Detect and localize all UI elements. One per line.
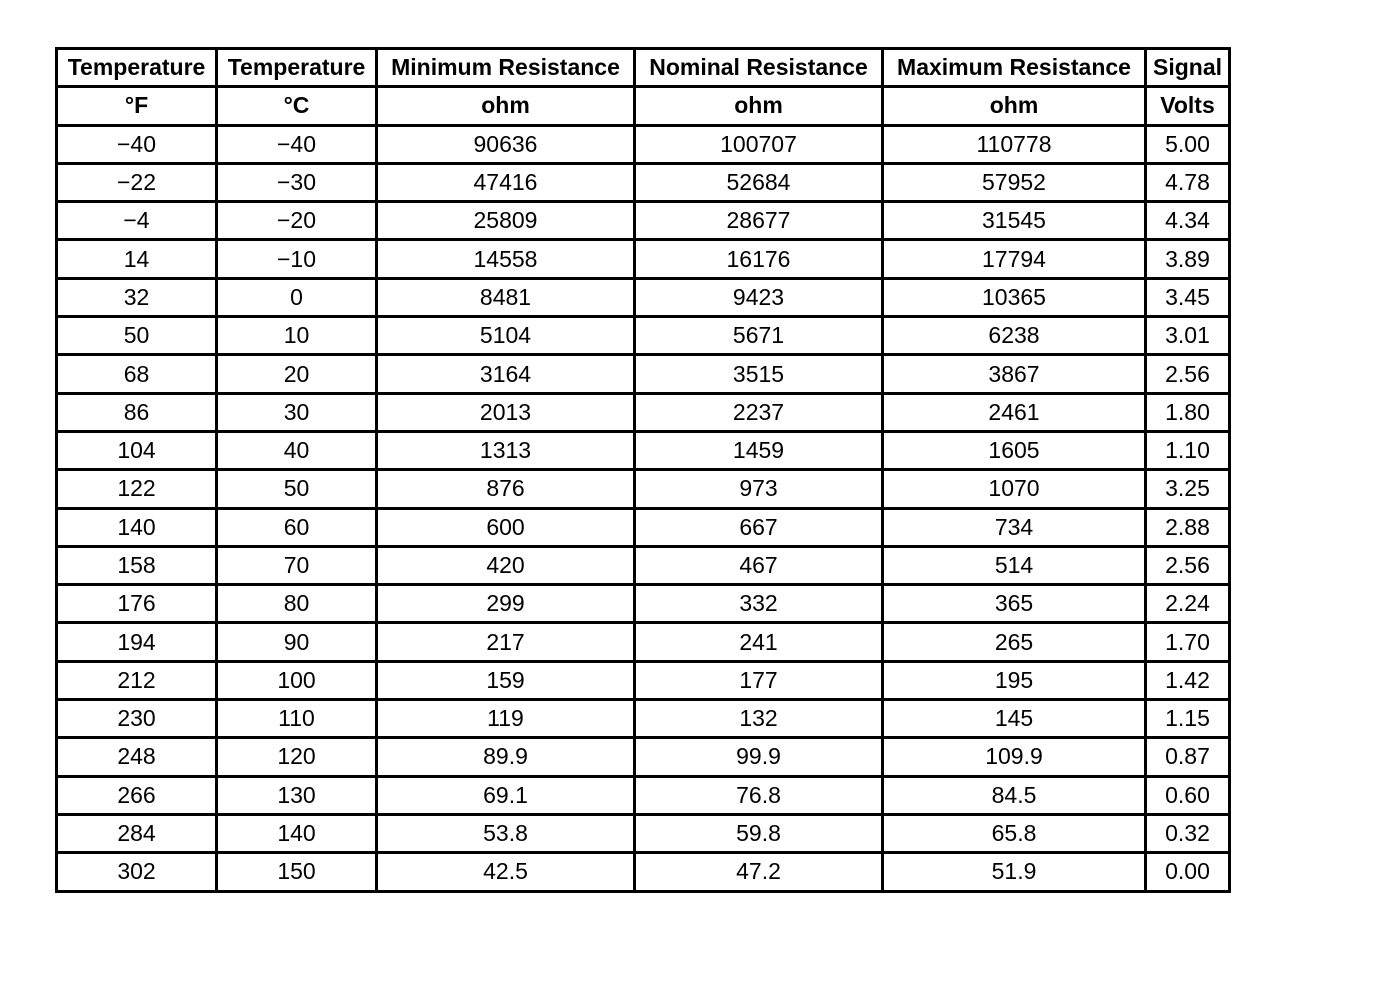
signal-cell: 4.78 (1146, 163, 1230, 201)
temp-f-cell: 86 (57, 393, 217, 431)
min-resistance-cell: 299 (377, 585, 635, 623)
nominal-resistance-cell: 9423 (635, 278, 883, 316)
header-minimum-resistance: Minimum Resistance (377, 49, 635, 87)
min-resistance-cell: 53.8 (377, 814, 635, 852)
table-row (57, 738, 1230, 776)
nominal-resistance-cell: 59.8 (635, 814, 883, 852)
signal-cell: 0.32 (1146, 814, 1230, 852)
min-resistance-cell: 8481 (377, 278, 635, 316)
nominal-resistance-cell: 973 (635, 470, 883, 508)
temp-f-cell: −40 (57, 125, 217, 163)
temp-f-cell: −4 (57, 202, 217, 240)
temp-f-cell: 32 (57, 278, 217, 316)
table-row (57, 700, 1230, 738)
temp-c-cell: −40 (217, 125, 377, 163)
temp-c-cell: −10 (217, 240, 377, 278)
signal-cell: 0.60 (1146, 776, 1230, 814)
nominal-resistance-cell: 332 (635, 585, 883, 623)
max-resistance-cell: 1605 (883, 431, 1146, 469)
table-row (57, 623, 1230, 661)
table-row (57, 853, 1230, 891)
header-nominal-resistance: Nominal Resistance (635, 49, 883, 87)
nominal-resistance-cell: 47.2 (635, 853, 883, 891)
header-temperature-f: Temperature (57, 49, 217, 87)
max-resistance-cell: 145 (883, 700, 1146, 738)
nominal-resistance-cell: 76.8 (635, 776, 883, 814)
temp-c-cell: −20 (217, 202, 377, 240)
table-row (57, 278, 1230, 316)
max-resistance-cell: 514 (883, 546, 1146, 584)
min-resistance-cell: 3164 (377, 355, 635, 393)
min-resistance-cell: 47416 (377, 163, 635, 201)
min-resistance-cell: 217 (377, 623, 635, 661)
signal-cell: 0.87 (1146, 738, 1230, 776)
temp-f-cell: 212 (57, 661, 217, 699)
table-row (57, 585, 1230, 623)
temp-c-cell: 40 (217, 431, 377, 469)
nominal-resistance-cell: 5671 (635, 317, 883, 355)
max-resistance-cell: 6238 (883, 317, 1146, 355)
temp-c-cell: 90 (217, 623, 377, 661)
temp-c-cell: 0 (217, 278, 377, 316)
signal-cell: 1.42 (1146, 661, 1230, 699)
min-resistance-cell: 42.5 (377, 853, 635, 891)
signal-cell: 3.25 (1146, 470, 1230, 508)
temp-f-cell: 194 (57, 623, 217, 661)
unit-ohm-max: ohm (883, 87, 1146, 125)
temp-f-cell: 68 (57, 355, 217, 393)
temp-c-cell: 20 (217, 355, 377, 393)
temp-c-cell: 120 (217, 738, 377, 776)
signal-cell: 5.00 (1146, 125, 1230, 163)
unit-fahrenheit: °F (57, 87, 217, 125)
unit-ohm-nominal: ohm (635, 87, 883, 125)
nominal-resistance-cell: 3515 (635, 355, 883, 393)
table-row (57, 163, 1230, 201)
max-resistance-cell: 365 (883, 585, 1146, 623)
min-resistance-cell: 5104 (377, 317, 635, 355)
min-resistance-cell: 420 (377, 546, 635, 584)
unit-ohm-min: ohm (377, 87, 635, 125)
temp-f-cell: 230 (57, 700, 217, 738)
temp-f-cell: 158 (57, 546, 217, 584)
max-resistance-cell: 3867 (883, 355, 1146, 393)
table-row (57, 202, 1230, 240)
min-resistance-cell: 90636 (377, 125, 635, 163)
temp-c-cell: 100 (217, 661, 377, 699)
max-resistance-cell: 10365 (883, 278, 1146, 316)
signal-cell: 4.34 (1146, 202, 1230, 240)
header-maximum-resistance: Maximum Resistance (883, 49, 1146, 87)
header-temperature-c: Temperature (217, 49, 377, 87)
table-row (57, 431, 1230, 469)
temp-f-cell: 104 (57, 431, 217, 469)
temp-f-cell: 284 (57, 814, 217, 852)
max-resistance-cell: 57952 (883, 163, 1146, 201)
signal-cell: 2.56 (1146, 546, 1230, 584)
temp-c-cell: 80 (217, 585, 377, 623)
temp-f-cell: 14 (57, 240, 217, 278)
table-row (57, 125, 1230, 163)
temp-f-cell: 248 (57, 738, 217, 776)
table-row (57, 661, 1230, 699)
nominal-resistance-cell: 28677 (635, 202, 883, 240)
min-resistance-cell: 876 (377, 470, 635, 508)
table-row (57, 240, 1230, 278)
nominal-resistance-cell: 177 (635, 661, 883, 699)
nominal-resistance-cell: 1459 (635, 431, 883, 469)
temp-f-cell: 266 (57, 776, 217, 814)
max-resistance-cell: 65.8 (883, 814, 1146, 852)
table-body (57, 125, 1230, 891)
unit-volts: Volts (1146, 87, 1230, 125)
temp-c-cell: 130 (217, 776, 377, 814)
temp-c-cell: 150 (217, 853, 377, 891)
unit-celsius: °C (217, 87, 377, 125)
signal-cell: 1.80 (1146, 393, 1230, 431)
temp-f-cell: 122 (57, 470, 217, 508)
units-row (57, 87, 1230, 125)
min-resistance-cell: 69.1 (377, 776, 635, 814)
max-resistance-cell: 84.5 (883, 776, 1146, 814)
signal-cell: 3.45 (1146, 278, 1230, 316)
signal-cell: 1.10 (1146, 431, 1230, 469)
temp-c-cell: 50 (217, 470, 377, 508)
max-resistance-cell: 51.9 (883, 853, 1146, 891)
header-signal: Signal (1146, 49, 1230, 87)
signal-cell: 1.70 (1146, 623, 1230, 661)
min-resistance-cell: 89.9 (377, 738, 635, 776)
temp-c-cell: 60 (217, 508, 377, 546)
header-row (57, 49, 1230, 87)
table-row (57, 814, 1230, 852)
signal-cell: 2.24 (1146, 585, 1230, 623)
nominal-resistance-cell: 16176 (635, 240, 883, 278)
nominal-resistance-cell: 100707 (635, 125, 883, 163)
max-resistance-cell: 17794 (883, 240, 1146, 278)
resistance-table (55, 47, 1231, 893)
max-resistance-cell: 110778 (883, 125, 1146, 163)
signal-cell: 3.01 (1146, 317, 1230, 355)
table-row (57, 355, 1230, 393)
temp-f-cell: 140 (57, 508, 217, 546)
min-resistance-cell: 25809 (377, 202, 635, 240)
min-resistance-cell: 159 (377, 661, 635, 699)
nominal-resistance-cell: 667 (635, 508, 883, 546)
table-row (57, 508, 1230, 546)
max-resistance-cell: 734 (883, 508, 1146, 546)
table-row (57, 470, 1230, 508)
min-resistance-cell: 2013 (377, 393, 635, 431)
table-row (57, 776, 1230, 814)
min-resistance-cell: 1313 (377, 431, 635, 469)
table-row (57, 393, 1230, 431)
temp-f-cell: 50 (57, 317, 217, 355)
max-resistance-cell: 1070 (883, 470, 1146, 508)
signal-cell: 2.88 (1146, 508, 1230, 546)
min-resistance-cell: 600 (377, 508, 635, 546)
temp-c-cell: 70 (217, 546, 377, 584)
temp-c-cell: 30 (217, 393, 377, 431)
signal-cell: 1.15 (1146, 700, 1230, 738)
max-resistance-cell: 109.9 (883, 738, 1146, 776)
temp-f-cell: −22 (57, 163, 217, 201)
signal-cell: 0.00 (1146, 853, 1230, 891)
nominal-resistance-cell: 99.9 (635, 738, 883, 776)
table-row (57, 317, 1230, 355)
nominal-resistance-cell: 52684 (635, 163, 883, 201)
nominal-resistance-cell: 132 (635, 700, 883, 738)
nominal-resistance-cell: 467 (635, 546, 883, 584)
signal-cell: 3.89 (1146, 240, 1230, 278)
max-resistance-cell: 195 (883, 661, 1146, 699)
temp-c-cell: 110 (217, 700, 377, 738)
min-resistance-cell: 14558 (377, 240, 635, 278)
max-resistance-cell: 265 (883, 623, 1146, 661)
temp-c-cell: 140 (217, 814, 377, 852)
table-row (57, 546, 1230, 584)
temp-c-cell: 10 (217, 317, 377, 355)
min-resistance-cell: 119 (377, 700, 635, 738)
nominal-resistance-cell: 241 (635, 623, 883, 661)
temp-f-cell: 176 (57, 585, 217, 623)
max-resistance-cell: 2461 (883, 393, 1146, 431)
temp-f-cell: 302 (57, 853, 217, 891)
temp-c-cell: −30 (217, 163, 377, 201)
nominal-resistance-cell: 2237 (635, 393, 883, 431)
max-resistance-cell: 31545 (883, 202, 1146, 240)
signal-cell: 2.56 (1146, 355, 1230, 393)
